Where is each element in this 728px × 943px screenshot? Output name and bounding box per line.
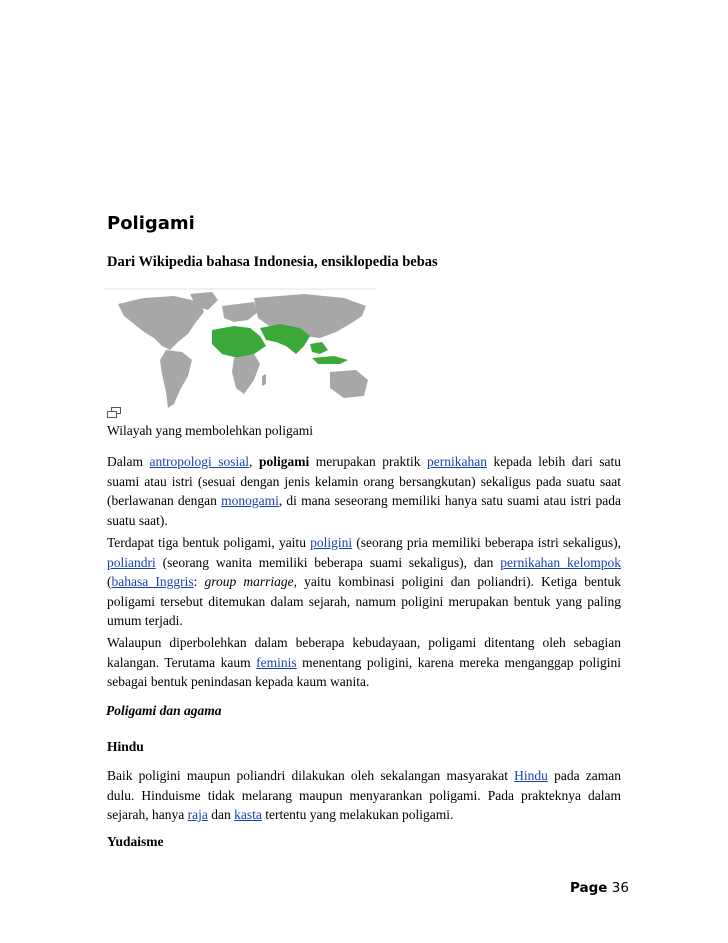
link-feminis[interactable]: feminis — [256, 654, 297, 670]
section-heading-hindu: Hindu — [107, 739, 144, 754]
link-poligini[interactable]: poligini — [310, 535, 353, 550]
world-map-image — [104, 288, 376, 413]
paragraph-forms: Terdapat tiga bentuk poligami, yaitu poligini (seorang pria memiliki beberapa istri sekaligus), poliandri (seorang wanita memiliki beberapa suami sekaligus), dan pernikahan kelompok (bahasa Inggris: group marriage, yaitu kombinasi poligini dan poliandri). Ketiga bentuk poligami tersebut ditemukan dalam sejarah, namum poligini merupakan bentuk yang paling umum terjadi. — [107, 535, 622, 628]
link-raja[interactable]: raja — [187, 807, 208, 822]
section-heading-religion: Poligami dan agama — [106, 703, 222, 718]
section-heading-yudaisme: Yudaisme — [107, 834, 164, 849]
page-title: Poligami — [107, 213, 195, 234]
link-hindu[interactable]: Hindu — [514, 768, 548, 783]
link-monogami[interactable]: monogami — [221, 493, 279, 508]
link-kasta[interactable]: kasta — [234, 807, 262, 822]
paragraph-opposition: Walaupun diperbolehkan dalam beberapa kebudayaan, poligami ditentang oleh sebagian kalangan. Terutama kaum feminis menentang poligini, karena mereka menganggap poligini sebagai bentuk penindasan kepada kaum wanita. — [107, 635, 621, 689]
link-pernikahan[interactable]: pernikahan — [426, 454, 487, 469]
map-caption: Wilayah yang membolehkan poligami — [107, 423, 314, 438]
link-antropologi-sosial[interactable]: antropologi sosial — [149, 454, 250, 469]
enlarge-icon[interactable] — [107, 407, 121, 418]
page-footer — [570, 880, 629, 896]
page-number: 36 — [611, 880, 629, 896]
page-label: Page — [570, 880, 608, 896]
page-subtitle: Dari Wikipedia bahasa Indonesia, ensiklopedia bebas — [107, 254, 438, 270]
link-pernikahan-kelompok[interactable]: pernikahan kelompok — [500, 554, 622, 570]
link-poliandri[interactable]: poliandri — [107, 554, 156, 570]
paragraph-hindu: Baik poligini maupun poliandri dilakukan oleh sekalangan masyarakat Hindu pada zaman dulu. Hinduisme tidak melarang maupun menyarankan poligami. Pada prakteknya dalam sejarah, hanya raja dan kasta tertentu yang melakukan poligami. — [107, 768, 621, 822]
link-bahasa-inggris[interactable]: bahasa Inggris — [111, 574, 194, 589]
paragraph-intro: Dalam antropologi sosial, poligami merupakan praktik pernikahan kepada lebih dari satu suami atau istri (sesuai dengan jenis kelamin orang bersangkutan) sekaligus pada suatu saat (berlawanan dengan monogami, di mana seseorang memiliki hanya satu suami atau istri pada suatu saat). — [107, 454, 621, 528]
